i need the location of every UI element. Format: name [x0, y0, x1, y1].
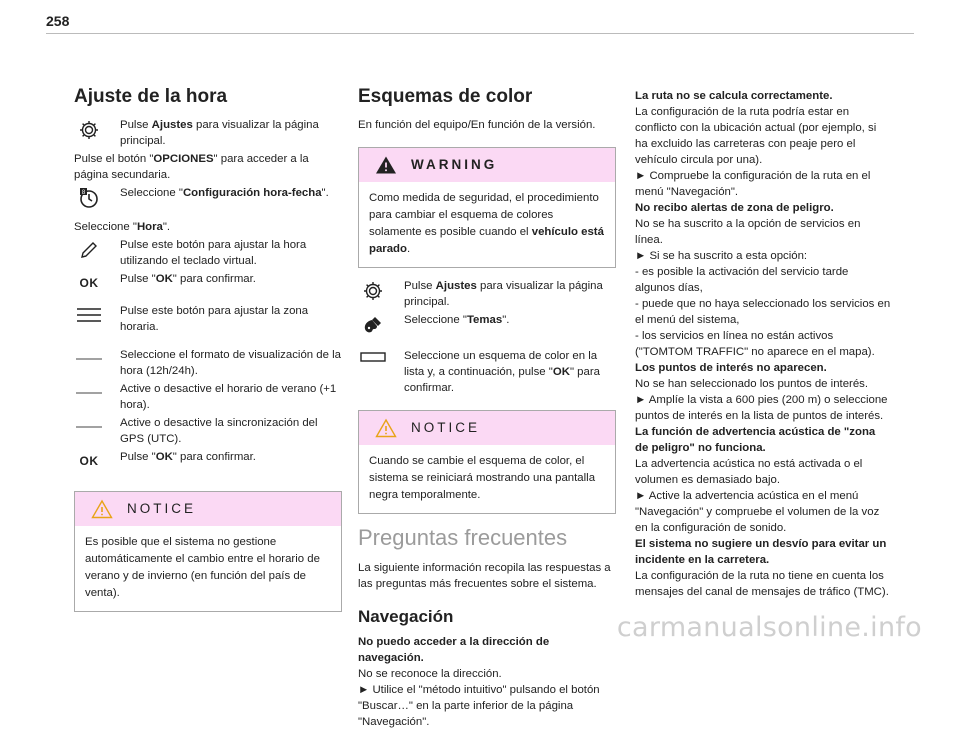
paint-palette-icon [358, 312, 388, 336]
notice-text: Cuando se cambie el esquema de color, el sistema se reiniciará mostrando una pantalla negra temporalmente. [369, 455, 596, 501]
warning-text: Como medida de seguridad, el procedimiento para cambiar el esquema de colores solamente es posible cuando el vehículo está parado. [369, 192, 604, 255]
color-intro: En función del equipo/En función de la versión. [358, 119, 596, 131]
notice-box-time [74, 491, 342, 612]
step-ok-1: OK Pulse "OK" para confirmar. [74, 271, 342, 291]
ok-icon: OK [79, 454, 99, 468]
section-title-faq: Preguntas frecuentes [358, 525, 568, 550]
toggle-icon [74, 415, 104, 431]
warning-box [358, 147, 616, 268]
notice-title: NOTICE [411, 420, 481, 435]
faq-answer: ► Amplíe la vista a 600 pies (200 m) o seleccione puntos de interés en la lista de puntos de interés. [635, 394, 888, 422]
ok-icon: OK [79, 276, 99, 290]
list-item-icon [358, 348, 388, 364]
column-time-settings [74, 80, 342, 622]
section-title-navigation: Navegación [358, 607, 454, 626]
toggle-icon [74, 347, 104, 363]
section-title-time: Ajuste de la hora [74, 86, 228, 107]
step-virtual-keyboard: Pulse este botón para ajustar la hora utilizando el teclado virtual. [74, 237, 342, 269]
faq-question: No puedo acceder a la dirección de navegación. [358, 636, 550, 664]
column-faq-continued [635, 80, 891, 600]
faq-answer: La configuración de la ruta no tiene en cuenta los mensajes del canal de mensajes de tráfico (TMC). [635, 570, 889, 598]
faq-answer: ► Active la advertencia acústica en el menú "Navegación" y compruebe el volumen de la voz en la configuración de sonido. [635, 490, 880, 534]
faq-question: La función de advertencia acústica de "zona de peligro" no funciona. [635, 426, 876, 454]
clock-icon [74, 185, 104, 209]
faq-answer: - es posible la activación del servicio tarde algunos días, [635, 266, 849, 294]
step-ok-2: OK Pulse "OK" para confirmar. [74, 449, 342, 469]
toggle-icon [74, 381, 104, 397]
faq-answer: No se han seleccionado los puntos de interés. [635, 378, 869, 390]
faq-question: No recibo alertas de zona de peligro. [635, 202, 834, 214]
page-number: 258 [46, 13, 70, 29]
step-options: Pulse el botón "OPCIONES" para acceder a la página secundaria. [74, 153, 309, 181]
header-divider [46, 33, 914, 34]
svg-text:8: 8 [81, 190, 86, 196]
step-timezone: Pulse este botón para ajustar la zona horaria. [74, 303, 342, 335]
column-color-schemes [358, 80, 616, 730]
faq-answer: ► Compruebe la configuración de la ruta en el menú "Navegación". [635, 170, 871, 198]
gear-icon [74, 117, 104, 141]
menu-icon [74, 303, 104, 325]
color-step-themes: Seleccione "Temas". [358, 312, 616, 336]
step-gps-sync: Active o desactive la sincronización del GPS (UTC). [74, 415, 342, 447]
step-time-date-config: 8 Seleccione "Configuración hora-fecha". [74, 185, 342, 209]
faq-answer: No se ha suscrito a la opción de servicios en línea. [635, 218, 861, 246]
color-step-settings: Pulse Ajustes para visualizar la página principal. [358, 278, 616, 310]
gear-icon [358, 278, 388, 302]
faq-intro: La siguiente información recopila las respuestas a las preguntas más frecuentes sobre el sistema. [358, 562, 611, 590]
pencil-icon [74, 237, 104, 261]
faq-answer: ► Utilice el "método intuitivo" pulsando el botón "Buscar…" en la parte inferior de la página "Navegación". [358, 684, 600, 728]
warning-triangle-icon [375, 155, 397, 175]
color-step-select: Seleccione un esquema de color en la lista y, a continuación, pulse "OK" para confirmar. [358, 348, 616, 396]
faq-answer: - los servicios en línea no están activos ("TOMTOM TRAFFIC" no aparece en el mapa). [635, 330, 875, 358]
watermark: carmanualsonline.info [616, 612, 922, 643]
notice-title: NOTICE [127, 501, 197, 516]
warning-triangle-icon [91, 499, 113, 519]
faq-answer: La configuración de la ruta podría estar en conflicto con la ubicación actual (por ejemplo, si ha excluido las carreteras con peaje pero el vehículo circula por una). [635, 106, 877, 166]
notice-box-color [358, 410, 616, 514]
section-title-color: Esquemas de color [358, 86, 533, 107]
warning-title: WARNING [411, 157, 498, 172]
faq-answer: La advertencia acústica no está activada o el volumen es demasiado bajo. [635, 458, 863, 486]
faq-question: La ruta no se calcula correctamente. [635, 90, 833, 102]
faq-answer: ► Si se ha suscrito a esta opción: [635, 250, 808, 262]
step-format: Seleccione el formato de visualización de la hora (12h/24h). [74, 347, 342, 379]
faq-answer: - puede que no haya seleccionado los servicios en el menú del sistema, [635, 298, 891, 326]
notice-text: Es posible que el sistema no gestione automáticamente el cambio entre el horario de verano y de invierno (en función del país de venta). [85, 536, 320, 599]
faq-question: Los puntos de interés no aparecen. [635, 362, 827, 374]
faq-question: El sistema no sugiere un desvío para evitar un incidente en la carretera. [635, 538, 887, 566]
step-hour: Seleccione "Hora". [74, 221, 171, 233]
step-settings: Pulse Ajustes para visualizar la página principal. [74, 117, 342, 149]
warning-triangle-icon [375, 418, 397, 438]
step-dst: Active o desactive el horario de verano (+1 hora). [74, 381, 342, 413]
faq-answer: No se reconoce la dirección. [358, 668, 502, 680]
